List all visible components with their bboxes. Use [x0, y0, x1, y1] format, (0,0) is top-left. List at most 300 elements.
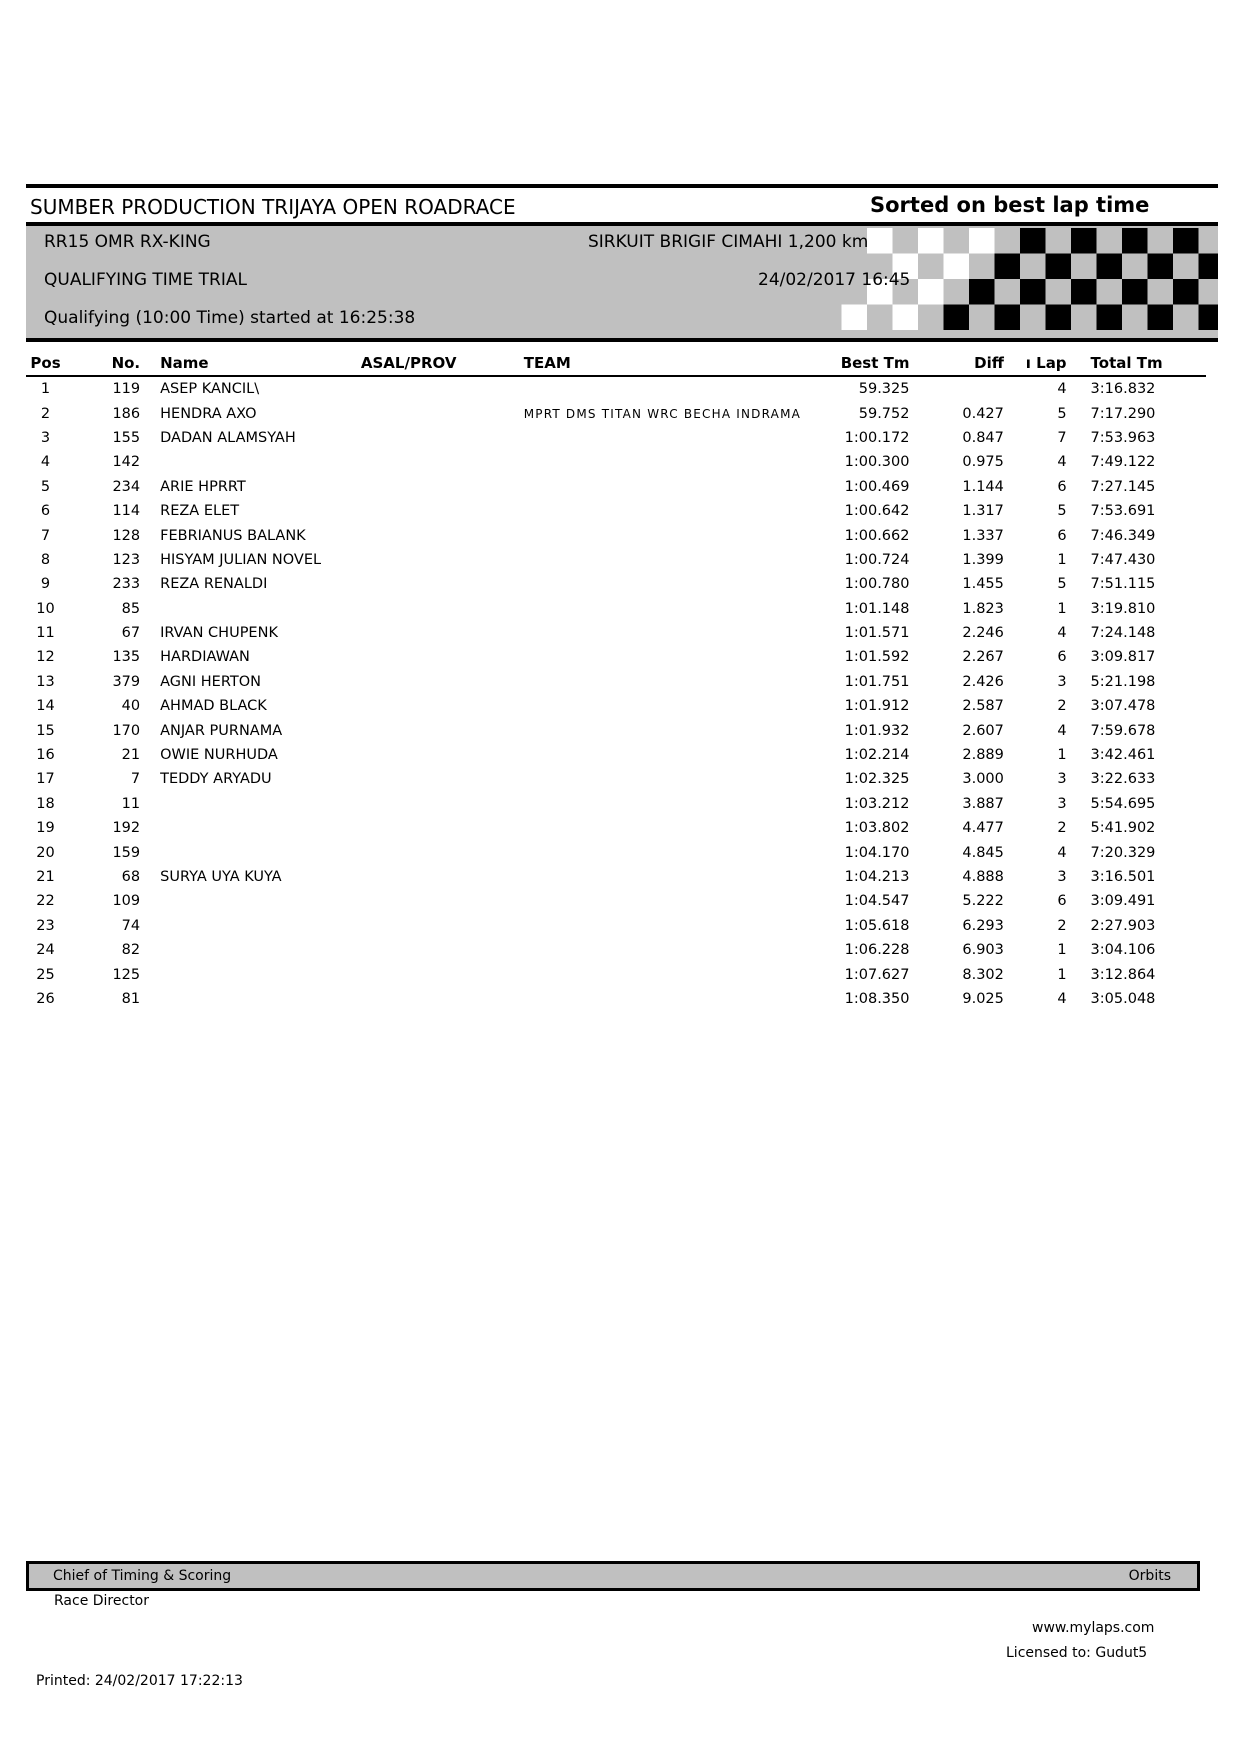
column-header-team: TEAM: [524, 350, 822, 376]
cell-team: [524, 597, 822, 621]
cell-total-time: 3:05.048: [1090, 990, 1156, 1007]
cell-name: [140, 597, 361, 621]
cell-name: [140, 914, 361, 938]
cell-asal: [361, 376, 524, 401]
cell-asal: [361, 865, 524, 889]
cell-asal: [361, 597, 524, 621]
checker-square: [1071, 228, 1097, 254]
cell-lap: 2: [1057, 698, 1067, 715]
cell-total-time: 3:19.810: [1090, 600, 1156, 617]
cell-best-time: 1:08.350: [844, 990, 910, 1007]
cell-team: [524, 670, 822, 694]
cell-name: [140, 450, 361, 474]
table-row: [26, 865, 1206, 889]
class-name: RR15 OMR RX-KING: [44, 232, 211, 252]
cell-team: [524, 475, 822, 499]
cell-diff: 2.587: [962, 698, 1004, 715]
cell-name: HARDIAWAN: [160, 649, 250, 666]
checker-square: [944, 254, 970, 280]
cell-diff: 0.847: [962, 429, 1004, 446]
cell-number: 81: [121, 990, 141, 1007]
cell-asal: [361, 792, 524, 816]
session-info-box: [26, 226, 1218, 342]
cell-best-time: 1:02.214: [844, 747, 910, 764]
cell-best-time: 1:00.300: [844, 454, 910, 471]
chief-of-timing-label: Chief of Timing & Scoring: [53, 1568, 232, 1584]
cell-name: [140, 889, 361, 913]
cell-total-time: 7:24.148: [1090, 625, 1156, 642]
cell-best-time: 1:01.592: [844, 649, 910, 666]
cell-pos: 9: [40, 576, 51, 593]
cell-total-time: 7:51.115: [1090, 576, 1156, 593]
cell-total-time: 7:53.963: [1090, 429, 1156, 446]
printed-timestamp: Printed: 24/02/2017 17:22:13: [36, 1673, 243, 1689]
cell-team: [524, 572, 822, 596]
cell-total-time: 7:47.430: [1090, 551, 1156, 568]
table-header-row: [26, 350, 1206, 376]
cell-diff: 0.427: [962, 405, 1004, 422]
cell-total-time: 5:54.695: [1090, 795, 1156, 812]
checker-square: [969, 279, 995, 305]
cell-total-time: 3:42.461: [1090, 747, 1156, 764]
cell-lap: 7: [1057, 429, 1067, 446]
cell-team: [524, 840, 822, 864]
table-row: [26, 670, 1206, 694]
cell-asal: [361, 718, 524, 742]
cell-number: 74: [121, 917, 141, 934]
cell-diff: 6.903: [962, 942, 1004, 959]
checker-square: [1148, 254, 1174, 280]
cell-asal: [361, 889, 524, 913]
cell-pos: 11: [36, 625, 55, 642]
checker-square: [918, 279, 944, 305]
cell-best-time: 1:07.627: [844, 966, 910, 983]
cell-number: 135: [112, 649, 141, 666]
cell-total-time: 7:17.290: [1090, 405, 1156, 422]
cell-team: [524, 865, 822, 889]
cell-team: [524, 987, 822, 1011]
table-row: [26, 426, 1206, 450]
event-title: SUMBER PRODUCTION TRIJAYA OPEN ROADRACE: [30, 195, 516, 219]
cell-diff: 0.975: [962, 454, 1004, 471]
cell-best-time: 59.752: [858, 405, 910, 422]
cell-team: [524, 499, 822, 523]
cell-name: ASEP KANCIL\: [160, 381, 260, 398]
results-table: [26, 350, 1206, 1011]
table-row: [26, 401, 1206, 425]
cell-best-time: 1:03.212: [844, 795, 910, 812]
cell-name: REZA RENALDI: [160, 576, 268, 593]
footer-bar: [26, 1561, 1200, 1591]
checker-square: [1173, 279, 1199, 305]
checker-square: [1199, 305, 1219, 331]
table-row: [26, 962, 1206, 986]
table-row: [26, 597, 1206, 621]
cell-best-time: 1:03.802: [844, 820, 910, 837]
cell-name: [140, 792, 361, 816]
cell-name: HISYAM JULIAN NOVEL: [160, 551, 322, 568]
cell-number: 233: [112, 576, 141, 593]
checker-square: [995, 254, 1021, 280]
column-header-lap: ı Lap: [1004, 350, 1067, 376]
table-row: [26, 450, 1206, 474]
cell-name: ANJAR PURNAMA: [160, 722, 283, 739]
cell-diff: 2.267: [962, 649, 1004, 666]
cell-number: 40: [121, 698, 141, 715]
checker-square: [1046, 305, 1072, 331]
cell-total-time: 7:46.349: [1090, 527, 1156, 544]
cell-pos: 12: [36, 649, 55, 666]
cell-lap: 4: [1057, 381, 1067, 398]
cell-asal: [361, 401, 524, 425]
column-header-diff: Diff: [910, 350, 1004, 376]
cell-lap: 1: [1057, 966, 1067, 983]
cell-pos: 25: [36, 966, 55, 983]
cell-total-time: 3:16.832: [1090, 381, 1156, 398]
race-director-label: Race Director: [54, 1593, 149, 1609]
cell-pos: 22: [36, 893, 55, 910]
cell-number: 85: [121, 600, 141, 617]
cell-team: [524, 523, 822, 547]
cell-team: [524, 816, 822, 840]
orbits-label: Orbits: [1128, 1568, 1171, 1584]
cell-best-time: 1:01.751: [844, 673, 910, 690]
cell-best-time: 1:00.780: [844, 576, 910, 593]
cell-diff: [910, 376, 1004, 401]
cell-asal: [361, 840, 524, 864]
cell-asal: [361, 450, 524, 474]
cell-diff: 6.293: [962, 917, 1004, 934]
sort-label: Sorted on best lap time: [870, 193, 1150, 217]
cell-pos: 24: [36, 942, 55, 959]
cell-pos: 16: [36, 747, 55, 764]
checker-square: [1097, 305, 1123, 331]
cell-diff: 1.823: [962, 600, 1004, 617]
cell-best-time: 59.325: [858, 381, 910, 398]
cell-name: [140, 816, 361, 840]
cell-best-time: 1:04.213: [844, 869, 910, 885]
cell-asal: [361, 694, 524, 718]
table-row: [26, 840, 1206, 864]
cell-team: [524, 792, 822, 816]
cell-total-time: 7:27.145: [1090, 478, 1156, 495]
cell-best-time: 1:00.724: [844, 551, 910, 568]
cell-number: 21: [121, 747, 141, 764]
cell-name: OWIE NURHUDA: [160, 747, 278, 764]
cell-number: 125: [112, 966, 141, 983]
cell-diff: 5.222: [962, 893, 1004, 910]
cell-total-time: 3:16.501: [1090, 869, 1156, 885]
cell-pos: 2: [40, 405, 51, 422]
cell-name: REZA ELET: [160, 503, 240, 520]
cell-best-time: 1:01.932: [844, 722, 910, 739]
cell-best-time: 1:01.148: [844, 600, 910, 617]
cell-asal: [361, 938, 524, 962]
column-header-no: No.: [65, 350, 140, 376]
cell-number: 192: [112, 820, 141, 837]
cell-lap: 4: [1057, 625, 1067, 642]
cell-pos: 26: [36, 990, 55, 1007]
cell-number: 109: [112, 893, 141, 910]
cell-number: 82: [121, 942, 141, 959]
cell-asal: [361, 621, 524, 645]
cell-pos: 23: [36, 917, 55, 934]
cell-lap: 6: [1057, 527, 1067, 544]
cell-pos: 3: [40, 429, 51, 446]
cell-total-time: 3:09.817: [1090, 649, 1156, 666]
cell-pos: 13: [36, 673, 55, 690]
cell-total-time: 5:41.902: [1090, 820, 1156, 837]
cell-pos: 6: [40, 503, 51, 520]
cell-best-time: 1:01.571: [844, 625, 910, 642]
table-row: [26, 816, 1206, 840]
checker-square: [1020, 279, 1046, 305]
cell-best-time: 1:06.228: [844, 942, 910, 959]
cell-best-time: 1:04.547: [844, 893, 910, 910]
cell-best-time: 1:00.469: [844, 478, 910, 495]
cell-pos: 18: [36, 795, 55, 812]
cell-pos: 10: [36, 600, 55, 617]
cell-team: [524, 548, 822, 572]
cell-asal: [361, 645, 524, 669]
cell-diff: 1.399: [962, 551, 1004, 568]
cell-total-time: 3:12.864: [1090, 966, 1156, 983]
cell-team: [524, 376, 822, 401]
cell-pos: 7: [40, 527, 51, 544]
table-row: [26, 914, 1206, 938]
cell-best-time: 1:01.912: [844, 698, 910, 715]
checker-square: [867, 228, 893, 254]
cell-lap: 1: [1057, 551, 1067, 568]
table-row: [26, 743, 1206, 767]
cell-name: [140, 938, 361, 962]
cell-best-time: 1:00.642: [844, 503, 910, 520]
cell-number: 142: [112, 454, 141, 471]
session-start: Qualifying (10:00 Time) started at 16:25:38: [44, 308, 416, 328]
checker-square: [1122, 279, 1148, 305]
cell-lap: 1: [1057, 942, 1067, 959]
cell-name: SURYA UYA KUYA: [160, 869, 282, 885]
website-link[interactable]: www.mylaps.com: [1032, 1620, 1155, 1636]
cell-lap: 3: [1057, 771, 1067, 788]
cell-name: AHMAD BLACK: [160, 698, 267, 715]
cell-team: [524, 621, 822, 645]
cell-pos: 14: [36, 698, 55, 715]
cell-team: [524, 694, 822, 718]
cell-lap: 6: [1057, 893, 1067, 910]
cell-team: [524, 718, 822, 742]
cell-number: 234: [112, 478, 141, 495]
table-row: [26, 572, 1206, 596]
checker-square: [1097, 254, 1123, 280]
table-row: [26, 987, 1206, 1011]
cell-name: HENDRA AXO: [160, 405, 257, 422]
cell-diff: 4.477: [962, 820, 1004, 837]
table-row: [26, 548, 1206, 572]
cell-team: [524, 645, 822, 669]
cell-number: 67: [121, 625, 141, 642]
column-header-name: Name: [140, 350, 361, 376]
cell-lap: 1: [1057, 600, 1067, 617]
table-row: [26, 767, 1206, 791]
cell-diff: 2.889: [962, 747, 1004, 764]
checker-square: [1020, 228, 1046, 254]
cell-name: [140, 962, 361, 986]
cell-number: 7: [130, 771, 141, 788]
table-row: [26, 938, 1206, 962]
cell-lap: 2: [1057, 820, 1067, 837]
cell-number: 119: [112, 381, 141, 398]
cell-asal: [361, 767, 524, 791]
license-label: Licensed to: Gudut5: [1006, 1645, 1148, 1661]
cell-name: DADAN ALAMSYAH: [160, 429, 296, 446]
cell-pos: 21: [36, 869, 55, 885]
cell-diff: 4.888: [962, 869, 1004, 885]
cell-diff: 4.845: [962, 844, 1004, 861]
cell-number: 11: [121, 795, 141, 812]
cell-pos: 20: [36, 844, 55, 861]
cell-total-time: 3:04.106: [1090, 942, 1156, 959]
column-header-best-time: Best Tm: [822, 350, 910, 376]
checker-square: [1148, 305, 1174, 331]
cell-number: 170: [112, 722, 141, 739]
cell-asal: [361, 743, 524, 767]
checker-square: [1071, 279, 1097, 305]
cell-pos: 8: [40, 551, 51, 568]
cell-total-time: 7:53.691: [1090, 503, 1156, 520]
cell-diff: 3.887: [962, 795, 1004, 812]
checker-square: [1122, 228, 1148, 254]
cell-diff: 2.426: [962, 673, 1004, 690]
cell-diff: 9.025: [962, 990, 1004, 1007]
cell-lap: 4: [1057, 722, 1067, 739]
cell-number: 155: [112, 429, 141, 446]
cell-best-time: 1:05.618: [844, 917, 910, 934]
cell-asal: [361, 499, 524, 523]
cell-name: TEDDY ARYADU: [160, 771, 272, 788]
cell-diff: 1.317: [962, 503, 1004, 520]
cell-total-time: 3:22.633: [1090, 771, 1156, 788]
cell-asal: [361, 523, 524, 547]
cell-number: 379: [112, 673, 141, 690]
cell-number: 159: [112, 844, 141, 861]
cell-lap: 4: [1057, 454, 1067, 471]
cell-lap: 5: [1057, 503, 1067, 520]
cell-team: [524, 426, 822, 450]
cell-lap: 6: [1057, 478, 1067, 495]
title-bar: [26, 184, 1218, 226]
cell-pos: 15: [36, 722, 55, 739]
cell-asal: [361, 987, 524, 1011]
checker-square: [918, 228, 944, 254]
cell-best-time: 1:04.170: [844, 844, 910, 861]
cell-number: 128: [112, 527, 141, 544]
table-row: [26, 645, 1206, 669]
cell-asal: [361, 475, 524, 499]
column-header-total-time: Total Tm: [1067, 350, 1206, 376]
table-row: [26, 475, 1206, 499]
table-row: [26, 889, 1206, 913]
cell-pos: 17: [36, 771, 55, 788]
cell-number: 123: [112, 551, 141, 568]
cell-asal: [361, 914, 524, 938]
cell-name: IRVAN CHUPENK: [160, 625, 278, 642]
cell-pos: 5: [40, 478, 51, 495]
cell-total-time: 3:07.478: [1090, 698, 1156, 715]
cell-pos: 4: [40, 454, 51, 471]
cell-asal: [361, 962, 524, 986]
cell-name: [140, 840, 361, 864]
cell-name: AGNI HERTON: [160, 673, 261, 690]
cell-best-time: 1:00.172: [844, 429, 910, 446]
cell-team: [524, 914, 822, 938]
table-row: [26, 718, 1206, 742]
cell-team: [524, 889, 822, 913]
cell-pos: 1: [40, 381, 51, 398]
cell-diff: 1.144: [962, 478, 1004, 495]
cell-lap: 4: [1057, 844, 1067, 861]
cell-lap: 1: [1057, 747, 1067, 764]
cell-team: [524, 743, 822, 767]
cell-team: [524, 767, 822, 791]
table-row: [26, 523, 1206, 547]
cell-lap: 5: [1057, 405, 1067, 422]
checker-square: [995, 305, 1021, 331]
checker-square: [842, 305, 868, 331]
checker-square: [944, 305, 970, 331]
cell-lap: 6: [1057, 649, 1067, 666]
checker-square: [1046, 254, 1072, 280]
cell-diff: 3.000: [962, 771, 1004, 788]
cell-number: 186: [112, 405, 141, 422]
cell-asal: [361, 426, 524, 450]
table-row: [26, 792, 1206, 816]
circuit-name: SIRKUIT BRIGIF CIMAHI 1,200 km: [588, 232, 869, 252]
cell-asal: [361, 816, 524, 840]
cell-team: [524, 450, 822, 474]
results-body: [26, 376, 1206, 1011]
cell-lap: 2: [1057, 917, 1067, 934]
table-row: [26, 499, 1206, 523]
cell-name: FEBRIANUS BALANK: [160, 527, 306, 544]
cell-best-time: 1:00.662: [844, 527, 910, 544]
column-header-pos: Pos: [26, 350, 65, 376]
table-row: [26, 694, 1206, 718]
cell-total-time: 3:09.491: [1090, 893, 1156, 910]
cell-team: [524, 938, 822, 962]
column-header-asal: ASAL/PROV: [361, 350, 524, 376]
cell-diff: 2.607: [962, 722, 1004, 739]
cell-lap: 5: [1057, 576, 1067, 593]
cell-lap: 4: [1057, 990, 1067, 1007]
cell-lap: 3: [1057, 673, 1067, 690]
cell-asal: [361, 572, 524, 596]
cell-name: ARIE HPRRT: [160, 478, 246, 495]
cell-asal: [361, 548, 524, 572]
cell-name: [140, 987, 361, 1011]
cell-best-time: 1:02.325: [844, 771, 910, 788]
cell-total-time: 7:59.678: [1090, 722, 1156, 739]
table-row: [26, 621, 1206, 645]
cell-total-time: 7:49.122: [1090, 454, 1156, 471]
cell-number: 114: [112, 503, 141, 520]
session-name: QUALIFYING TIME TRIAL: [44, 270, 247, 290]
cell-diff: 1.337: [962, 527, 1004, 544]
cell-diff: 1.455: [962, 576, 1004, 593]
cell-diff: 8.302: [962, 966, 1004, 983]
cell-lap: 3: [1057, 795, 1067, 812]
cell-total-time: 5:21.198: [1090, 673, 1156, 690]
